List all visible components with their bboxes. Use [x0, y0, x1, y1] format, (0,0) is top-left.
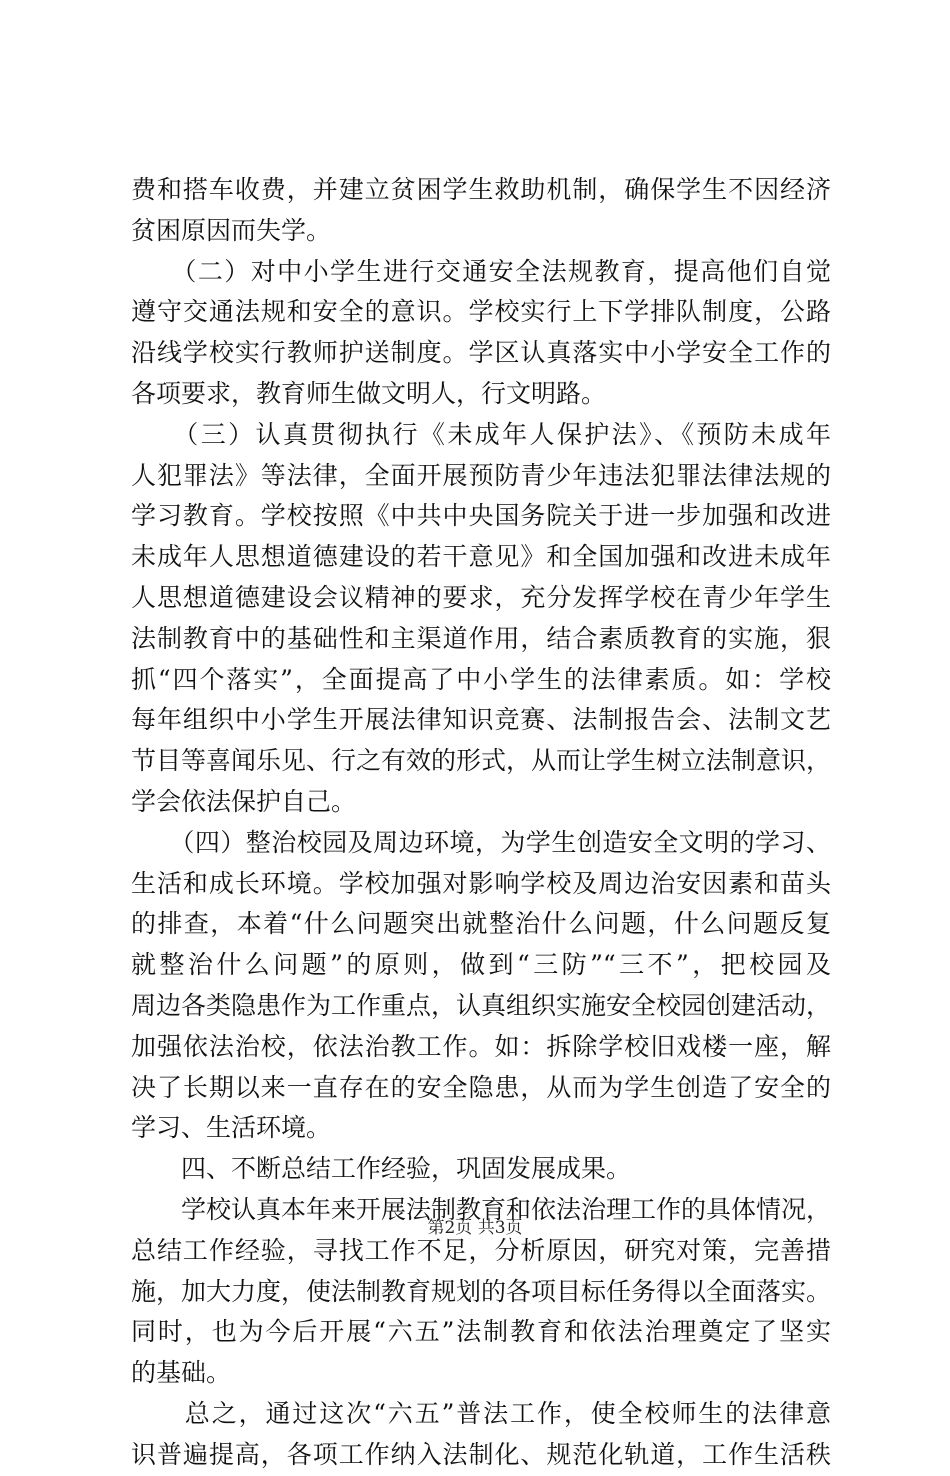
body-text [131, 170, 831, 1476]
text-line: 的排查，本着“什么问题突出就整治什么问题，什么问题反复 [131, 909, 831, 939]
text-line: 学习教育。学校按照《中共中央国务院关于进一步加强和改进 [131, 501, 831, 531]
text-line: 贫困原因而失学。 [131, 215, 332, 245]
text-line: 抓“四个落实”，全面提高了中小学生的法律素质。如：学校 [131, 664, 831, 694]
text-line: 每年组织中小学生开展法律知识竞赛、法制报告会、法制文艺 [131, 705, 831, 735]
text-line: 的基础。 [131, 1358, 232, 1388]
text-line: 就整治什么问题”的原则，做到“三防”“三不”，把校园及 [131, 950, 831, 980]
text-line: （二）对中小学生进行交通安全法规教育，提高他们自觉 [131, 256, 831, 286]
text-line: （三）认真贯彻执行《未成年人保护法》、《预防未成年 [131, 419, 831, 449]
text-line: （四）整治校园及周边环境，为学生创造安全文明的学习、 [131, 827, 831, 857]
text-line: 节目等喜闻乐见、行之有效的形式，从而让学生树立法制意识， [131, 746, 832, 776]
text-line: 各项要求，教育师生做文明人，行文明路。 [131, 378, 607, 408]
text-line: 施，加大力度，使法制教育规划的各项目标任务得以全面落实。 [131, 1276, 832, 1306]
text-line: 费和搭车收费，并建立贫困学生救助机制，确保学生不因经济 [131, 175, 831, 204]
text-line: 学校认真本年来开展法制教育和依法治理工作的具体情况， [131, 1194, 832, 1224]
text-line: 加强依法治校，依法治教工作。如：拆除学校旧戏楼一座，解 [131, 1031, 831, 1061]
text-line: 遵守交通法规和安全的意识。学校实行上下学排队制度，公路 [131, 297, 831, 327]
page-footer: 第2页 共3页 [427, 1218, 523, 1238]
text-line: 总之，通过这次“六五”普法工作，使全校师生的法律意 [131, 1398, 831, 1428]
text-line: 总结工作经验，寻找工作不足，分析原因，研究对策，完善措 [131, 1235, 831, 1265]
text-line: 沿线学校实行教师护送制度。学区认真落实中小学安全工作的 [131, 338, 831, 368]
text-line: 学习、生活环境。 [131, 1113, 332, 1143]
text-line: 识普遍提高，各项工作纳入法制化、规范化轨道，工作生活秩 [131, 1439, 831, 1469]
text-line: 同时，也为今后开展“六五”法制教育和依法治理奠定了坚实 [131, 1317, 831, 1347]
text-line: 人思想道德建设会议精神的要求，充分发挥学校在青少年学生 [131, 582, 831, 612]
text-line: 周边各类隐患作为工作重点，认真组织实施安全校园创建活动， [131, 990, 832, 1020]
text-line: 法制教育中的基础性和主渠道作用，结合素质教育的实施，狠 [131, 623, 831, 653]
text-line: 决了长期以来一直存在的安全隐患，从而为学生创造了安全的 [131, 1072, 831, 1102]
text-line: 人犯罪法》等法律，全面开展预防青少年违法犯罪法律法规的 [131, 460, 831, 490]
text-line: 未成年人思想道德建设的若干意见》和全国加强和改进未成年 [131, 542, 831, 572]
text-line: 四、不断总结工作经验，巩固发展成果。 [131, 1154, 632, 1184]
text-line: 学会依法保护自己。 [131, 786, 357, 816]
text-line: 生活和成长环境。学校加强对影响学校及周边治安因素和苗头 [131, 868, 831, 898]
